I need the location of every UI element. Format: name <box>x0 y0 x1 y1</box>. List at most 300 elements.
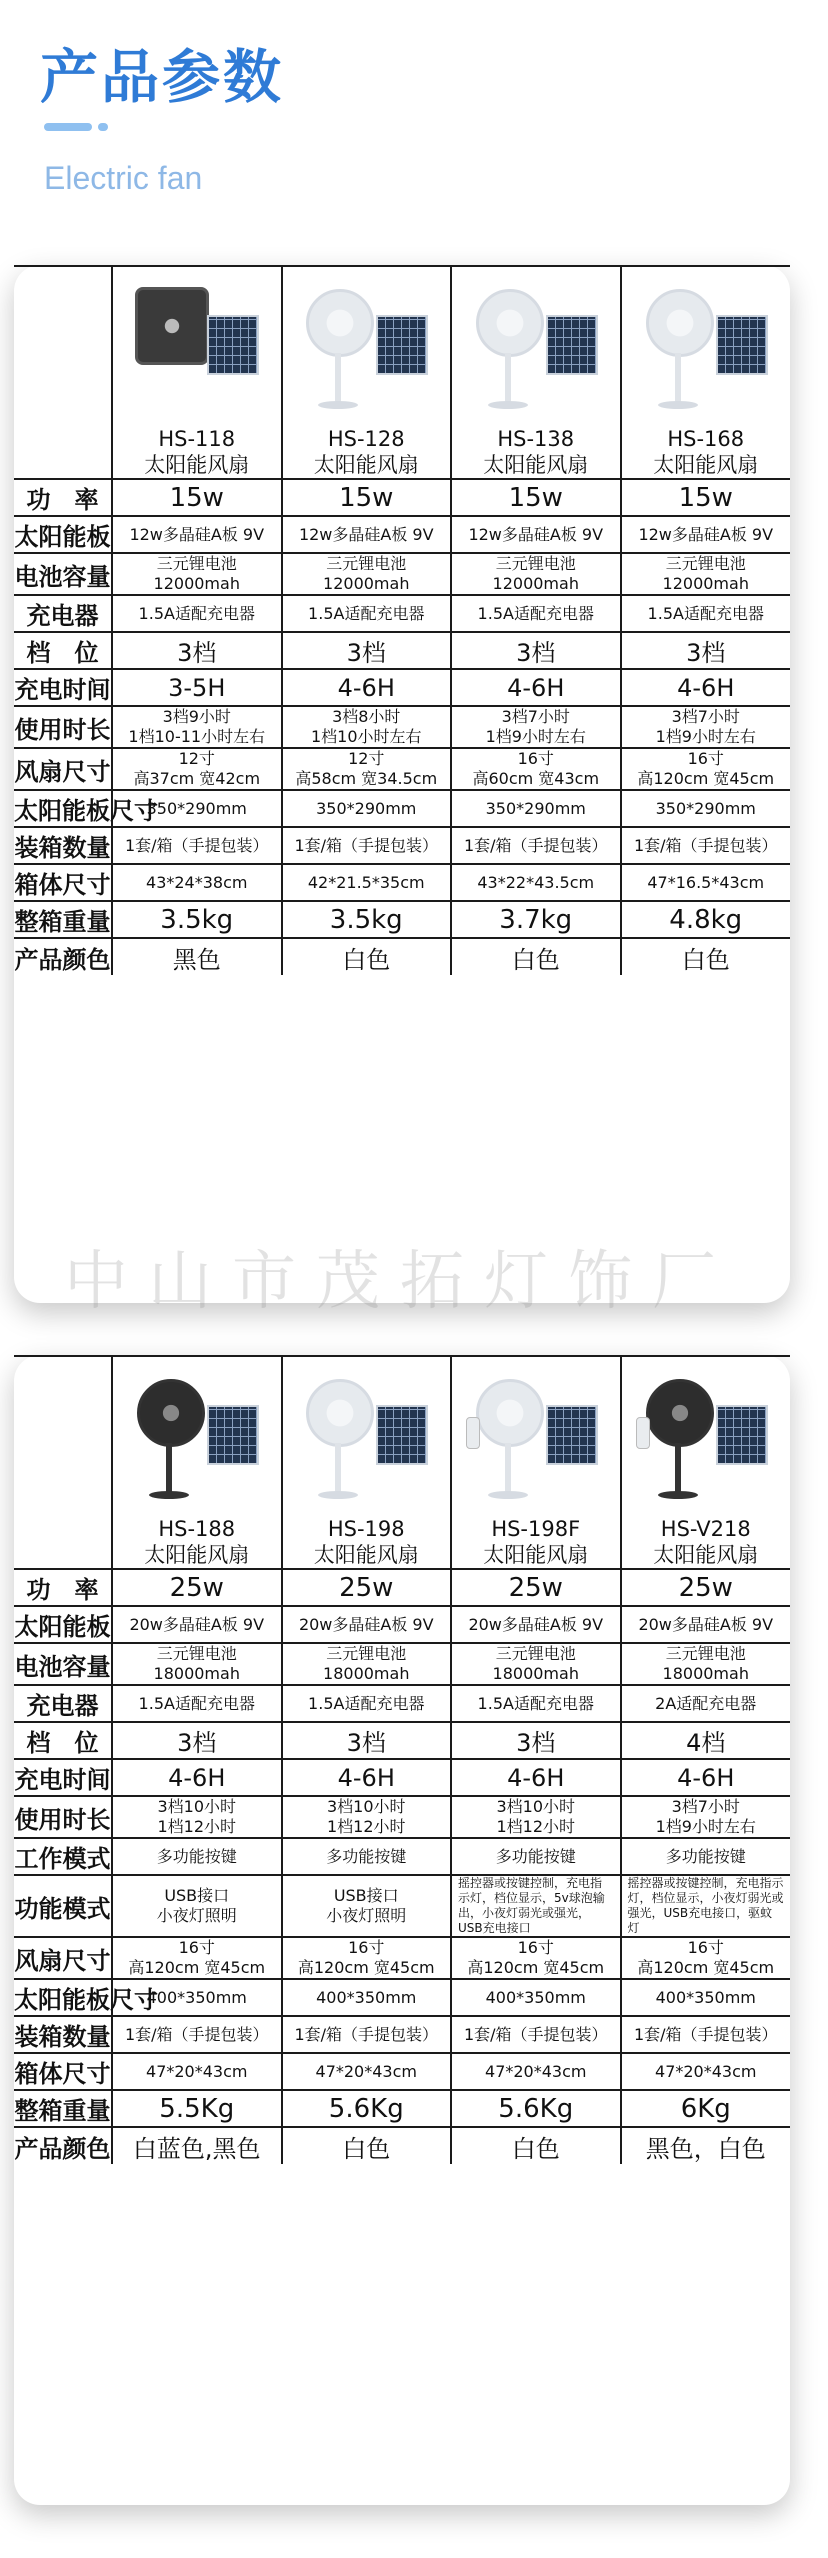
spec-row <box>14 827 790 864</box>
product-header-cell <box>282 266 452 479</box>
fan-icon <box>646 289 714 357</box>
product-header-cell <box>451 266 621 479</box>
spec-value-text: 3档 <box>346 639 386 667</box>
fan-icon <box>476 1379 544 1447</box>
spec-value <box>621 2127 791 2164</box>
spec-label: 档 位 <box>14 632 112 669</box>
product-image <box>636 267 776 422</box>
spec-row <box>14 595 790 632</box>
spec-value <box>282 2090 452 2127</box>
solar-panel-icon <box>207 315 259 375</box>
spec-label: 风扇尺寸 <box>14 748 112 790</box>
spec-row <box>14 1643 790 1685</box>
product-image <box>636 1357 776 1512</box>
spec-value <box>112 864 282 901</box>
spec-value <box>451 827 621 864</box>
spec-value-text: 47*20*43cm <box>146 2061 248 2081</box>
page-subtitle: Electric fan <box>44 160 203 196</box>
spec-row <box>14 516 790 553</box>
solar-panel-icon <box>207 1405 259 1465</box>
spec-label: 太阳能板尺寸 <box>14 1979 112 2016</box>
spec-value-text: 400*350mm <box>146 1987 247 2007</box>
solar-panel-icon <box>376 1405 428 1465</box>
fan-base-icon <box>318 401 358 409</box>
fan-icon <box>137 1379 205 1447</box>
spec-value <box>451 901 621 938</box>
spec-label: 装箱数量 <box>14 827 112 864</box>
spec-table-2 <box>14 1355 790 2164</box>
product-image <box>127 1357 267 1512</box>
spec-value-text: 3档7小时 1档9小时左右 <box>655 707 756 746</box>
spec-row <box>14 2016 790 2053</box>
spec-value-text: 3档 <box>177 639 217 667</box>
spec-value-text: 16寸 高120cm 宽45cm <box>637 749 775 788</box>
spec-value-text: 20w多晶硅A板 9V <box>298 1614 434 1634</box>
spec-value-text: 42*21.5*35cm <box>307 872 425 892</box>
spec-value-text: 5.5Kg <box>159 2093 235 2124</box>
title-accent-bar <box>44 123 108 131</box>
spec-value-text: 47*20*43cm <box>485 2061 587 2081</box>
spec-value-text: 1套/箱（手提包装） <box>463 835 608 855</box>
spec-value <box>112 2090 282 2127</box>
spec-value <box>282 1569 452 1606</box>
spec-value <box>621 1722 791 1759</box>
spec-value-text: 1套/箱（手提包装） <box>124 835 269 855</box>
spec-value-text: 43*22*43.5cm <box>477 872 595 892</box>
spec-value <box>112 2127 282 2164</box>
spec-row <box>14 1796 790 1838</box>
spec-value <box>451 864 621 901</box>
spec-value-text: 摇控器或按键控制，充电指示灯，档位显示，小夜灯弱光或强光，USB充电接口，驱蚊灯 <box>627 1876 784 1935</box>
spec-value-text: 12w多晶硅A板 9V <box>298 524 434 544</box>
spec-label: 太阳能板 <box>14 1606 112 1643</box>
spec-value-text: 三元锂电池 18000mah <box>323 1644 410 1683</box>
spec-value-text: 白色 <box>681 945 730 974</box>
fan-icon <box>306 1379 374 1447</box>
spec-value <box>282 1796 452 1838</box>
spec-label: 充电时间 <box>14 669 112 706</box>
spec-value <box>282 669 452 706</box>
spec-row <box>14 790 790 827</box>
spec-value-text: 400*350mm <box>485 1987 586 2007</box>
spec-value <box>451 1685 621 1722</box>
spec-value-text: 25w <box>678 1572 733 1603</box>
spec-label: 充电时间 <box>14 1759 112 1796</box>
spec-row <box>14 748 790 790</box>
fan-stand-icon <box>335 1443 341 1493</box>
spec-value <box>621 516 791 553</box>
spec-label: 功 率 <box>14 479 112 516</box>
spec-row <box>14 938 790 975</box>
spec-value-text: 25w <box>339 1572 394 1603</box>
spec-value <box>282 1937 452 1979</box>
spec-value-text: 3档10小时 1档12小时 <box>157 1797 237 1836</box>
spec-value-text: 3档10小时 1档12小时 <box>326 1797 406 1836</box>
spec-value <box>112 1759 282 1796</box>
spec-row <box>14 632 790 669</box>
spec-value <box>621 2090 791 2127</box>
spec-row <box>14 1759 790 1796</box>
spec-value-text: 12寸 高58cm 宽34.5cm <box>295 749 438 788</box>
spec-value <box>112 706 282 748</box>
spec-value <box>282 1759 452 1796</box>
fan-base-icon <box>488 401 528 409</box>
fan-stand-icon <box>675 353 681 403</box>
spec-value <box>282 901 452 938</box>
spec-value-text: 三元锂电池 18000mah <box>153 1644 240 1683</box>
spec-value <box>451 479 621 516</box>
spec-value-text: 3-5H <box>168 673 226 702</box>
spec-row <box>14 1685 790 1722</box>
spec-value-text: 三元锂电池 18000mah <box>492 1644 579 1683</box>
spec-value <box>451 632 621 669</box>
spec-value-text: 4-6H <box>677 1763 735 1792</box>
spec-value <box>451 1838 621 1875</box>
spec-value-text: 350*290mm <box>485 798 586 818</box>
spec-row <box>14 2053 790 2090</box>
spec-value <box>112 1838 282 1875</box>
spec-value-text: 4-6H <box>337 1763 395 1792</box>
spec-value-text: 3.7kg <box>499 904 573 935</box>
spec-value <box>112 479 282 516</box>
spec-value <box>112 1606 282 1643</box>
spec-value-text: 20w多晶硅A板 9V <box>129 1614 265 1634</box>
spec-value <box>282 2053 452 2090</box>
product-header-cell <box>112 1356 282 1569</box>
fan-stand-icon <box>675 1443 681 1493</box>
product-model: HS-198F <box>491 1517 581 1541</box>
spec-row <box>14 669 790 706</box>
spec-value-text: 3档 <box>686 639 726 667</box>
spec-value <box>282 938 452 975</box>
spec-value-text: 16寸 高120cm 宽45cm <box>128 1938 266 1977</box>
spec-value <box>112 1685 282 1722</box>
spec-value <box>282 516 452 553</box>
spec-value-text: 16寸 高60cm 宽43cm <box>472 749 600 788</box>
spec-value-text: 2A适配充电器 <box>655 1693 757 1713</box>
spec-value <box>112 669 282 706</box>
spec-value-text: 1套/箱（手提包装） <box>463 2024 608 2044</box>
spec-value <box>112 595 282 632</box>
product-name <box>452 1516 620 1568</box>
spec-label: 风扇尺寸 <box>14 1937 112 1979</box>
spec-value-text: 16寸 高120cm 宽45cm <box>467 1938 605 1977</box>
spec-value-text: 350*290mm <box>655 798 756 818</box>
spec-value <box>112 632 282 669</box>
solar-panel-icon <box>546 315 598 375</box>
spec-value <box>621 479 791 516</box>
spec-value <box>282 553 452 595</box>
spec-label: 功能模式 <box>14 1875 112 1937</box>
spec-value-text: 1.5A适配充电器 <box>308 603 425 623</box>
header-corner-cell <box>14 266 112 479</box>
spec-value-text: USB接口 小夜灯照明 <box>156 1886 237 1925</box>
spec-label: 档 位 <box>14 1722 112 1759</box>
product-model: HS-118 <box>158 427 236 451</box>
spec-label: 太阳能板 <box>14 516 112 553</box>
fan-stand-icon <box>505 353 511 403</box>
spec-value-text: 1.5A适配充电器 <box>138 603 255 623</box>
spec-value-text: 5.6Kg <box>328 2093 404 2124</box>
spec-value <box>112 827 282 864</box>
spec-value <box>621 748 791 790</box>
fan-stand-icon <box>505 1443 511 1493</box>
spec-value <box>451 2053 621 2090</box>
spec-value <box>621 1759 791 1796</box>
product-type: 太阳能风扇 <box>653 1543 759 1567</box>
spec-row <box>14 1569 790 1606</box>
spec-value-text: 多功能按键 <box>156 1846 237 1866</box>
spec-label: 功 率 <box>14 1569 112 1606</box>
spec-value <box>451 706 621 748</box>
product-model: HS-138 <box>497 427 575 451</box>
spec-value-text: 3.5kg <box>160 904 234 935</box>
spec-value <box>621 790 791 827</box>
spec-card-1 <box>14 265 790 1303</box>
spec-label: 工作模式 <box>14 1838 112 1875</box>
fan-icon <box>476 289 544 357</box>
spec-value-text: 47*16.5*43cm <box>647 872 765 892</box>
spec-table-1 <box>14 265 790 975</box>
spec-value <box>451 1759 621 1796</box>
spec-value-text: 3档7小时 1档9小时左右 <box>655 1797 756 1836</box>
spec-value-text: 3档 <box>516 1729 556 1757</box>
spec-value <box>621 1937 791 1979</box>
spec-value-text: 1.5A适配充电器 <box>477 1693 594 1713</box>
spec-value-text: 4-6H <box>507 673 565 702</box>
spec-value <box>282 2127 452 2164</box>
product-model: HS-198 <box>327 1517 405 1541</box>
spec-value-text: 5.6Kg <box>498 2093 574 2124</box>
product-name <box>283 426 451 478</box>
product-model: HS-128 <box>327 427 405 451</box>
spec-value <box>282 632 452 669</box>
spec-card-2 <box>14 1355 790 2505</box>
spec-value-text: 黑色，白色 <box>645 2134 766 2163</box>
spec-row <box>14 1838 790 1875</box>
spec-value <box>621 1979 791 2016</box>
product-type: 太阳能风扇 <box>313 453 419 477</box>
spec-value-text: 白色 <box>342 945 391 974</box>
spec-value-text: USB接口 小夜灯照明 <box>326 1886 407 1925</box>
solar-panel-icon <box>716 1405 768 1465</box>
product-type: 太阳能风扇 <box>144 1543 250 1567</box>
spec-value-text: 12寸 高37cm 宽42cm <box>133 749 261 788</box>
spec-value-text: 12w多晶硅A板 9V <box>468 524 604 544</box>
spec-value <box>282 2016 452 2053</box>
spec-row <box>14 1937 790 1979</box>
spec-value <box>282 1685 452 1722</box>
spec-value-text: 350*290mm <box>316 798 417 818</box>
spec-value-text: 多功能按键 <box>495 1846 576 1866</box>
spec-value-text: 12w多晶硅A板 9V <box>129 524 265 544</box>
fan-base-icon <box>318 1491 358 1499</box>
spec-value <box>621 1796 791 1838</box>
spec-value <box>451 2016 621 2053</box>
spec-row <box>14 2127 790 2164</box>
spec-label: 整箱重量 <box>14 2090 112 2127</box>
spec-value-text: 15w <box>508 482 563 513</box>
spec-value-text: 43*24*38cm <box>146 872 248 892</box>
spec-label: 使用时长 <box>14 706 112 748</box>
spec-value <box>451 748 621 790</box>
spec-value <box>621 1643 791 1685</box>
spec-value-text: 350*290mm <box>146 798 247 818</box>
page-title: 产品参数 <box>40 43 285 111</box>
spec-value-text: 1套/箱（手提包装） <box>124 2024 269 2044</box>
spec-value-text: 白色 <box>342 2134 391 2163</box>
spec-value <box>621 2016 791 2053</box>
spec-label: 太阳能板尺寸 <box>14 790 112 827</box>
product-model: HS-V218 <box>660 1517 751 1541</box>
spec-row <box>14 1606 790 1643</box>
spec-value <box>621 2053 791 2090</box>
solar-panel-icon <box>716 315 768 375</box>
product-type: 太阳能风扇 <box>144 453 250 477</box>
spec-value <box>621 1685 791 1722</box>
spec-label: 充电器 <box>14 1685 112 1722</box>
spec-value-text: 15w <box>339 482 394 513</box>
spec-value-text: 20w多晶硅A板 9V <box>468 1614 604 1634</box>
spec-value <box>112 901 282 938</box>
spec-value <box>112 2053 282 2090</box>
product-name <box>452 426 620 478</box>
spec-value <box>112 516 282 553</box>
spec-value-text: 摇控器或按键控制，充电指示灯，档位显示，5v球泡输出，小夜灯弱光或强光，USB充电接口 <box>458 1876 605 1935</box>
spec-value-text: 1.5A适配充电器 <box>647 603 764 623</box>
product-type: 太阳能风扇 <box>653 453 759 477</box>
spec-value <box>112 1643 282 1685</box>
spec-value-text: 12w多晶硅A板 9V <box>638 524 774 544</box>
spec-value-text: 16寸 高120cm 宽45cm <box>297 1938 435 1977</box>
fan-base-icon <box>658 401 698 409</box>
spec-value-text: 3档7小时 1档9小时左右 <box>485 707 586 746</box>
spec-value-text: 白色 <box>511 945 560 974</box>
spec-value-text: 20w多晶硅A板 9V <box>638 1614 774 1634</box>
solar-panel-icon <box>546 1405 598 1465</box>
spec-value-text: 4-6H <box>677 673 735 702</box>
fan-icon <box>306 289 374 357</box>
spec-value-text: 25w <box>508 1572 563 1603</box>
spec-value-text: 3档9小时 1档10-11小时左右 <box>128 707 266 746</box>
spec-label: 电池容量 <box>14 1643 112 1685</box>
product-image <box>296 267 436 422</box>
product-image <box>466 267 606 422</box>
spec-value-text: 4-6H <box>507 1763 565 1792</box>
spec-value <box>282 827 452 864</box>
spec-value-text: 多功能按键 <box>326 1846 407 1866</box>
spec-value <box>451 1722 621 1759</box>
spec-value-text: 15w <box>169 482 224 513</box>
spec-value <box>282 1979 452 2016</box>
spec-value <box>451 669 621 706</box>
product-model: HS-188 <box>158 1517 236 1541</box>
spec-label: 箱体尺寸 <box>14 864 112 901</box>
header-corner-cell <box>14 1356 112 1569</box>
spec-value-text: 三元锂电池 12000mah <box>662 554 749 593</box>
product-image <box>296 1357 436 1512</box>
spec-value-text: 4.8kg <box>669 904 743 935</box>
spec-row <box>14 864 790 901</box>
fan-icon <box>646 1379 714 1447</box>
spec-value <box>621 1875 791 1937</box>
product-name <box>113 426 281 478</box>
spec-value-text: 3档 <box>177 1729 217 1757</box>
spec-value <box>621 706 791 748</box>
spec-value <box>112 1937 282 1979</box>
spec-value <box>112 1569 282 1606</box>
spec-value <box>451 1796 621 1838</box>
product-name <box>622 426 791 478</box>
spec-value-text: 1套/箱（手提包装） <box>294 835 439 855</box>
spec-value <box>112 553 282 595</box>
spec-value <box>112 1722 282 1759</box>
spec-value <box>451 595 621 632</box>
spec-value <box>451 790 621 827</box>
spec-value <box>112 1875 282 1937</box>
spec-value-text: 3档10小时 1档12小时 <box>496 1797 576 1836</box>
spec-value-text: 47*20*43cm <box>315 2061 417 2081</box>
spec-value <box>282 864 452 901</box>
spec-row <box>14 1722 790 1759</box>
spec-value-text: 1.5A适配充电器 <box>138 1693 255 1713</box>
spec-label: 使用时长 <box>14 1796 112 1838</box>
product-header-row <box>14 266 790 479</box>
spec-value <box>621 553 791 595</box>
spec-value-text: 1.5A适配充电器 <box>477 603 594 623</box>
spec-value <box>282 1606 452 1643</box>
fan-base-icon <box>149 1491 189 1499</box>
spec-row <box>14 479 790 516</box>
product-header-cell <box>282 1356 452 1569</box>
spec-value-text: 白蓝色,黑色 <box>132 2134 261 2163</box>
spec-value-text: 3档 <box>346 1729 386 1757</box>
spec-value <box>621 669 791 706</box>
spec-value-text: 3.5kg <box>329 904 403 935</box>
spec-label: 装箱数量 <box>14 2016 112 2053</box>
spec-value-text: 400*350mm <box>655 1987 756 2007</box>
spec-value <box>621 632 791 669</box>
spec-value <box>451 2090 621 2127</box>
spec-value <box>112 2016 282 2053</box>
product-header-cell <box>621 266 791 479</box>
spec-value <box>282 1875 452 1937</box>
spec-value-text: 1套/箱（手提包装） <box>633 835 778 855</box>
spec-row <box>14 706 790 748</box>
spec-label: 产品颜色 <box>14 2127 112 2164</box>
product-name <box>283 1516 451 1568</box>
spec-value-text: 3档8小时 1档10小时左右 <box>310 707 422 746</box>
spec-value <box>282 1722 452 1759</box>
remote-control-icon <box>636 1417 650 1449</box>
spec-value-text: 三元锂电池 12000mah <box>153 554 240 593</box>
spec-value <box>621 1838 791 1875</box>
product-type: 太阳能风扇 <box>313 1543 419 1567</box>
product-image <box>127 267 267 422</box>
spec-row <box>14 553 790 595</box>
spec-value <box>112 748 282 790</box>
spec-row <box>14 1875 790 1937</box>
spec-value <box>621 901 791 938</box>
spec-value-text: 三元锂电池 18000mah <box>662 1644 749 1683</box>
spec-value-text: 4档 <box>686 1729 726 1757</box>
spec-value <box>451 553 621 595</box>
spec-value-text: 1套/箱（手提包装） <box>294 2024 439 2044</box>
spec-label: 整箱重量 <box>14 901 112 938</box>
spec-value <box>451 516 621 553</box>
spec-value <box>621 864 791 901</box>
spec-value <box>451 1643 621 1685</box>
